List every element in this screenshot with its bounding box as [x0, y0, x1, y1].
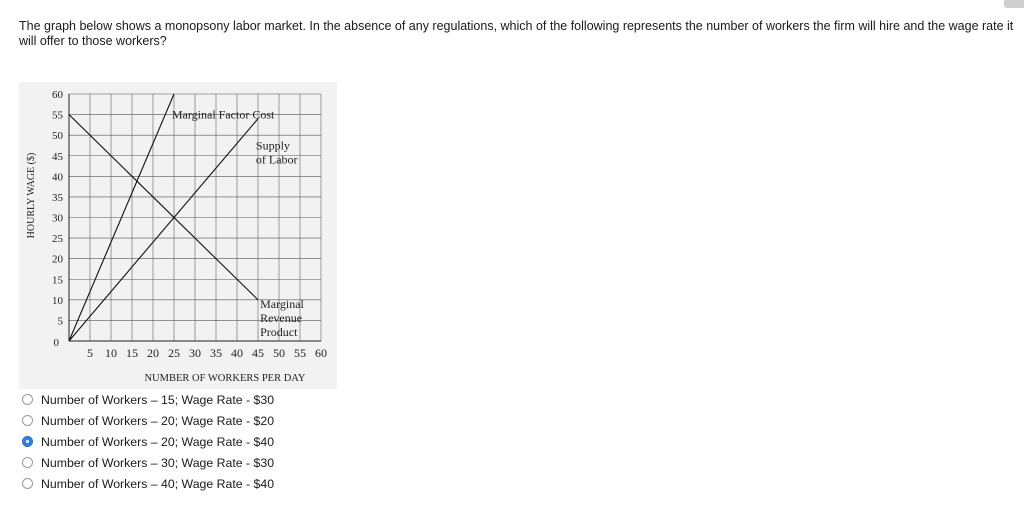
x-tick-label: 20: [147, 346, 159, 360]
supply-of-labor-line: [69, 119, 258, 341]
x-tick-label: 15: [126, 346, 138, 360]
y-tick-label: 55: [52, 109, 63, 122]
answer-option[interactable]: [22, 389, 274, 410]
x-tick-label: 45: [252, 346, 264, 360]
y-tick-label: 30: [52, 212, 63, 225]
answer-option[interactable]: [22, 452, 274, 473]
supply-annotation: Supply: [255, 138, 290, 153]
radio-button-selected[interactable]: [22, 436, 33, 447]
supply-annotation: of Labor: [255, 152, 298, 167]
y-tick-label: 20: [52, 253, 63, 266]
x-tick-label: 40: [231, 346, 243, 360]
question-text: The graph below shows a monopsony labor market. In the absence of any regulations, which of the following represents the number of workers the firm will hire and the wage rate it will offer to those workers?: [19, 19, 1014, 48]
origin-label: 0: [53, 337, 59, 349]
y-axis-title: HOURLY WAGE ($): [26, 152, 37, 239]
chart-svg: [19, 82, 337, 389]
y-tick-label: 25: [52, 233, 63, 246]
y-tick-label: 35: [52, 191, 63, 204]
answer-option-label: Number of Workers – 30; Wage Rate - $30: [41, 455, 275, 470]
mrp-annotation: Product: [260, 324, 298, 339]
labor-market-chart: [19, 82, 337, 389]
y-tick-label: 10: [52, 294, 63, 307]
x-tick-label: 60: [315, 346, 327, 360]
radio-button[interactable]: [22, 478, 33, 489]
radio-button[interactable]: [22, 415, 33, 426]
answer-options: [22, 389, 274, 494]
answer-option[interactable]: [22, 410, 274, 431]
answer-option-label: Number of Workers – 40; Wage Rate - $40: [41, 476, 275, 491]
corner-tab[interactable]: [1004, 0, 1024, 8]
marginal-revenue-product-line: [69, 115, 258, 300]
y-tick-label: 40: [52, 171, 63, 184]
x-tick-label: 35: [210, 346, 222, 360]
x-axis-title: NUMBER OF WORKERS PER DAY: [144, 373, 306, 384]
answer-option[interactable]: [22, 431, 274, 452]
y-tick-label: 15: [52, 274, 63, 287]
y-tick-label: 60: [52, 89, 63, 101]
answer-option[interactable]: [22, 473, 274, 494]
radio-button[interactable]: [22, 394, 33, 405]
x-tick-label: 25: [168, 346, 180, 360]
radio-button[interactable]: [22, 457, 33, 468]
mrp-annotation: Revenue: [260, 310, 303, 325]
x-tick-label: 50: [273, 346, 285, 360]
x-tick-label: 55: [294, 346, 306, 360]
y-tick-label: 5: [57, 315, 63, 328]
answer-option-label: Number of Workers – 20; Wage Rate - $40: [41, 434, 275, 449]
x-tick-label: 10: [105, 346, 117, 360]
x-tick-label: 30: [189, 346, 201, 360]
answer-option-label: Number of Workers – 20; Wage Rate - $20: [41, 413, 275, 428]
x-tick-label: 5: [87, 346, 93, 360]
y-tick-label: 50: [52, 130, 63, 143]
mrp-annotation: Marginal: [260, 296, 304, 311]
answer-option-label: Number of Workers – 15; Wage Rate - $30: [41, 392, 275, 407]
mfc-annotation: Marginal Factor Cost: [171, 107, 275, 122]
y-tick-label: 45: [52, 150, 63, 163]
